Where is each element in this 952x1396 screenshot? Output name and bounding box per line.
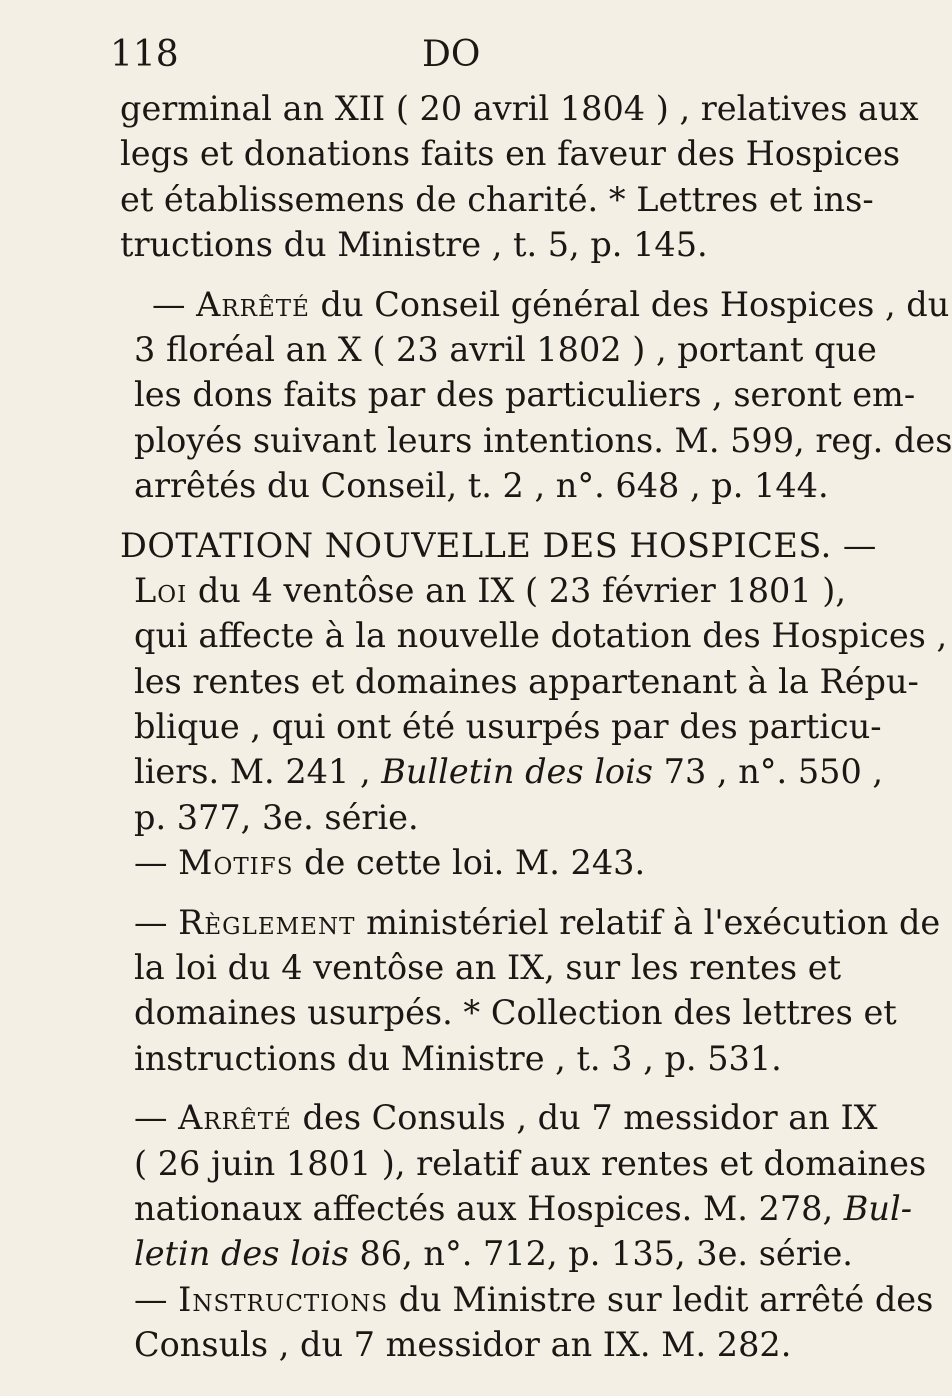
- text-line: germinal an XII ( 20 avril 1804 ) , relatives aux: [120, 89, 919, 128]
- text-line: — Motifs de cette loi. M. 243.: [134, 843, 646, 883]
- text-line: p. 377, 3e. série.: [134, 797, 419, 837]
- text-body: [120, 86, 952, 1368]
- text-line: arrêtés du Conseil, t. 2 , n°. 648 , p. 144.: [134, 466, 829, 506]
- text-line: blique , qui ont été usurpés par des particu-: [134, 707, 882, 747]
- text-line: letin des lois 86, n°. 712, p. 135, 3e. série.: [134, 1234, 853, 1274]
- text-line: liers. M. 241 , Bulletin des lois 73 , n°. 550 ,: [134, 752, 884, 792]
- text-line: 3 floréal an X ( 23 avril 1802 ) , portant que: [134, 329, 877, 369]
- page-number: 118: [110, 34, 179, 75]
- paragraph-gap: [120, 509, 770, 523]
- text-line: domaines usurpés. * Collection des lettres et: [134, 993, 897, 1033]
- text-line: nationaux affectés aux Hospices. M. 278, Bul-: [134, 1188, 913, 1228]
- running-head: DO: [422, 34, 481, 75]
- text-line: — Arrêté du Conseil général des Hospices , du: [152, 284, 950, 324]
- text-line: DOTATION NOUVELLE DES HOSPICES. —: [120, 525, 877, 565]
- text-line: instructions du Ministre , t. 3 , p. 531.: [134, 1038, 782, 1078]
- text-line: qui affecte à la nouvelle dotation des Hospices ,: [134, 616, 948, 656]
- text-line: la loi du 4 ventôse an IX, sur les rentes et: [134, 948, 842, 988]
- text-line: les rentes et domaines appartenant à la Répu-: [134, 661, 919, 701]
- text-line: Loi du 4 ventôse an IX ( 23 février 1801 ),: [134, 570, 846, 610]
- text-line: — Arrêté des Consuls , du 7 messidor an IX: [134, 1098, 878, 1138]
- text-line: legs et donations faits en faveur des Hospices: [120, 134, 901, 174]
- text-line: ployés suivant leurs intentions. M. 599, reg. des: [134, 420, 952, 460]
- paragraph-gap: [120, 1081, 770, 1095]
- text-line: ( 26 juin 1801 ), relatif aux rentes et domaines: [134, 1143, 927, 1183]
- paragraph-gap: [120, 268, 770, 282]
- text-line: — Instructions du Ministre sur ledit arrêté des: [134, 1279, 934, 1319]
- text-line: — Règlement ministériel relatif à l'exécution de: [134, 902, 941, 942]
- text-line: et établissemens de charité. * Lettres et ins-: [120, 179, 874, 219]
- text-line: Consuls , du 7 messidor an IX. M. 282.: [134, 1325, 792, 1365]
- text-line: tructions du Ministre , t. 5, p. 145.: [120, 225, 708, 265]
- page-header: [110, 34, 750, 82]
- text-line: les dons faits par des particuliers , seront em-: [134, 375, 916, 415]
- paragraph-gap: [120, 886, 770, 900]
